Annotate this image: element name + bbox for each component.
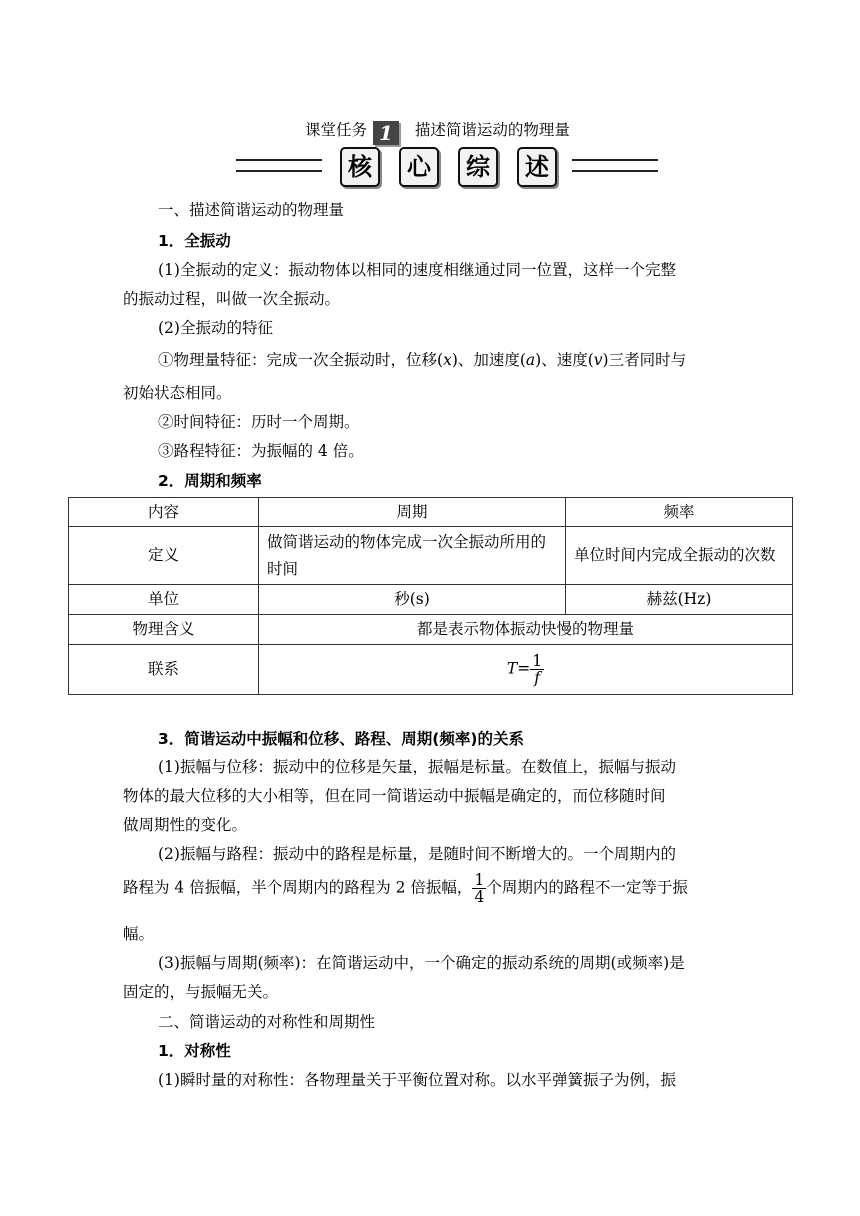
paragraph-line (123, 872, 688, 905)
text-run: ①物理量特征：完成一次全振动时，位移( (158, 351, 444, 369)
paragraph-line: ②时间特征：历时一个周期。 (158, 413, 360, 431)
fraction (530, 653, 544, 686)
paragraph-line: (1)振幅与位移：振动中的位移是矢量，振幅是标量。在数值上，振幅与振动 (158, 758, 676, 776)
banner-char: 综 (458, 147, 498, 187)
subsection-heading: 1．对称性 (158, 1042, 231, 1060)
text-run: 个周期内的路程不一定等于振 (486, 878, 688, 897)
banner-left-rule (236, 159, 322, 172)
paragraph-line: 物体的最大位移的大小相等，但在同一简谐运动中振幅是确定的，而位移随时间 (123, 787, 666, 805)
paragraph-line: 幅。 (123, 925, 155, 943)
table-row (69, 527, 793, 585)
period-frequency-table (68, 497, 793, 695)
table-cell: 赫兹(Hz) (566, 585, 793, 615)
paragraph-line: 初始状态相同。 (123, 384, 232, 402)
task-number-badge: 1 (373, 121, 399, 145)
banner-char: 核 (340, 147, 380, 187)
subsection-heading: 2．周期和频率 (158, 472, 262, 490)
paragraph-line: (1)全振动的定义：振动物体以相同的速度相继通过同一位置，这样一个完整 (158, 261, 676, 279)
subsection-heading: 1．全振动 (158, 232, 231, 250)
table-header-cell: 内容 (69, 498, 259, 527)
table-cell: 秒(s) (259, 585, 566, 615)
paragraph-line: ③路程特征：为振幅的 4 倍。 (158, 442, 364, 460)
task-header (305, 118, 570, 145)
subsection-heading: 3．简谐运动中振幅和位移、路程、周期(频率)的关系 (158, 730, 524, 748)
paragraph-line: (1)瞬时量的对称性：各物理量关于平衡位置对称。以水平弹簧振子为例，振 (158, 1071, 676, 1089)
table-row (69, 615, 793, 645)
paragraph-line: 做周期性的变化。 (123, 816, 248, 834)
variable-T: T (506, 659, 518, 678)
text-run: )三者同时与 (602, 351, 687, 369)
variable-v: v (593, 351, 603, 369)
equals-sign: = (517, 659, 531, 678)
paragraph-line: 固定的，与振幅无关。 (123, 983, 279, 1001)
table-row (69, 498, 793, 527)
table-row (69, 645, 793, 695)
paragraph-line: (3)振幅与周期(频率)：在简谐运动中，一个确定的振动系统的周期(或频率)是 (158, 954, 685, 972)
table-header-cell: 频率 (566, 498, 793, 527)
banner-char: 心 (399, 147, 439, 187)
table-row (69, 585, 793, 615)
table-cell: 单位 (69, 585, 259, 615)
relation-formula (259, 645, 793, 695)
paragraph-line: (2)全振动的特征 (158, 319, 273, 337)
task-label: 课堂任务 (305, 121, 368, 139)
fraction-denominator: f (534, 669, 541, 687)
fraction (472, 872, 486, 905)
section-heading: 二、简谐运动的对称性和周期性 (158, 1013, 376, 1031)
banner-right-rule (572, 159, 658, 172)
table-cell: 单位时间内完成全振动的次数 (566, 527, 793, 585)
variable-x: x (443, 351, 452, 369)
section-heading: 一、描述简谐运动的物理量 (158, 201, 345, 219)
fraction-numerator: 1 (474, 871, 485, 889)
core-summary-banner (232, 145, 662, 189)
fraction-numerator: 1 (532, 652, 543, 670)
table-cell: 联系 (69, 645, 259, 695)
paragraph-line (158, 348, 686, 370)
table-cell: 物理含义 (69, 615, 259, 645)
table-cell: 定义 (69, 527, 259, 585)
paragraph-line: (2)振幅与路程：振动中的路程是标量，是随时间不断增大的。一个周期内的 (158, 845, 676, 863)
paragraph-line: 的振动过程，叫做一次全振动。 (123, 290, 341, 308)
text-run: 路程为 4 倍振幅，半个周期内的路程为 2 倍振幅， (123, 878, 473, 897)
text-run: )、速度( (535, 351, 594, 369)
banner-char: 述 (517, 147, 557, 187)
table-header-cell: 周期 (259, 498, 566, 527)
fraction-denominator: 4 (474, 888, 485, 906)
text-run: )、加速度( (451, 351, 526, 369)
table-cell: 都是表示物体振动快慢的物理量 (259, 615, 793, 645)
table-cell: 做简谐运动的物体完成一次全振动所用的时间 (259, 527, 566, 585)
variable-a: a (525, 351, 536, 369)
task-title: 描述简谐运动的物理量 (414, 121, 570, 139)
